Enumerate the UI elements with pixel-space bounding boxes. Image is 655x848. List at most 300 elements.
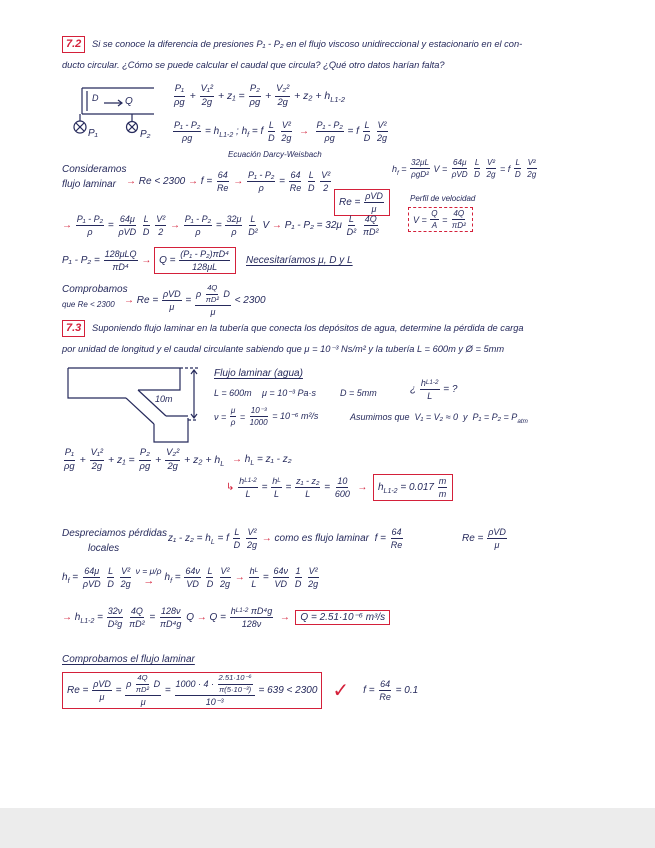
fraction-numerator: (P₁ - P₂)πD⁴ <box>179 249 230 261</box>
darcy-caption: Ecuación Darcy-Weisbach <box>228 150 322 159</box>
eq-text: Asumimos que V₁ = V₂ ≈ 0 y $P_1 = P_2 = P_{atm}$ <box>350 412 528 425</box>
eq-text <box>167 220 183 231</box>
fraction <box>249 566 260 589</box>
fraction-denominator: 2g <box>486 170 496 180</box>
fraction <box>139 448 152 472</box>
subscript: L1-2 <box>330 95 345 105</box>
eq-text <box>290 572 293 583</box>
result-row-72 <box>62 247 353 274</box>
fraction-denominator: D <box>294 579 302 590</box>
fraction-numerator: 4Q <box>130 606 144 618</box>
fraction-denominator: L <box>273 489 279 500</box>
manometer-1-cross <box>76 123 84 131</box>
friction-value-equation <box>363 679 418 702</box>
fraction-denominator: 600 <box>334 489 350 500</box>
eq-text: ρ <box>126 679 134 690</box>
fraction-denominator: πD² <box>135 684 150 694</box>
fraction <box>142 214 151 237</box>
fraction-denominator: 2g <box>246 540 257 551</box>
upper-tank-right-wall <box>138 368 180 390</box>
eq-text <box>303 572 306 583</box>
fraction-numerator: Q <box>430 209 438 220</box>
fraction <box>106 566 115 589</box>
fraction-denominator: D <box>142 227 150 238</box>
eq-text: = 0.1 <box>392 685 419 697</box>
fraction-numerator: h L1-2 <box>238 476 258 488</box>
fraction <box>346 214 358 237</box>
fraction-numerator: 64 <box>289 170 301 182</box>
pipe-lower-line <box>126 398 154 424</box>
fraction-numerator: V² <box>155 214 166 226</box>
fraction-denominator: πD² <box>205 294 219 304</box>
fraction-numerator: ρVD <box>162 289 182 301</box>
eq-text: = <box>112 685 125 697</box>
fraction-denominator: 2g <box>277 96 288 108</box>
arrow-glyph: → <box>271 220 282 232</box>
laminar-label-2: flujo laminar <box>62 179 116 190</box>
fraction <box>438 476 448 499</box>
subscript: f <box>67 578 70 586</box>
fraction-numerator: 4Q <box>206 284 218 295</box>
arrow-glyph: → <box>62 612 72 624</box>
fraction-denominator: D <box>308 183 315 194</box>
eq-text: = <box>182 295 195 307</box>
eq-text: $z_1 - z_2 = h_L = f$ <box>168 533 232 547</box>
fraction <box>420 378 440 401</box>
fraction-denominator: ρgD² <box>411 170 429 180</box>
fraction-numerator: L <box>474 158 481 169</box>
fraction <box>486 158 497 179</box>
fraction <box>104 249 138 272</box>
fraction-denominator: πD⁴ <box>112 262 129 273</box>
fraction-denominator: D <box>107 579 114 590</box>
fraction <box>195 284 231 317</box>
fraction-numerator: P₁ <box>64 448 75 461</box>
assumption-note <box>350 412 528 425</box>
reynolds-check-box <box>62 672 322 709</box>
fraction-numerator: P₁ - P₂ <box>76 214 104 226</box>
eq-text <box>317 176 320 187</box>
fraction-numerator: 10 <box>336 476 348 488</box>
flow-result-box <box>295 610 390 625</box>
fraction <box>378 679 392 702</box>
p1-label: P₁ <box>88 128 98 139</box>
fraction <box>206 566 215 589</box>
eq-text: → Re = <box>124 295 161 307</box>
fraction-numerator: 32μ <box>225 214 242 226</box>
eq-text: → $h_{L1-2}$ = <box>62 612 106 626</box>
eq-text: f = <box>363 685 378 697</box>
pressure-equation-72 <box>62 214 380 237</box>
fraction-numerator: P₁ - P₂ <box>247 170 275 182</box>
eq-text: = <box>321 482 333 494</box>
fraction-denominator: D <box>233 540 241 551</box>
fraction <box>526 158 537 179</box>
eq-text <box>303 176 306 187</box>
eq-text: $h_f$ = <box>164 572 184 586</box>
fraction-numerator: P₂ <box>139 448 151 461</box>
fraction <box>280 120 292 143</box>
fraction <box>247 170 275 193</box>
check-label-2: que Re < 2300 <box>62 300 115 309</box>
fraction <box>294 566 303 589</box>
fraction <box>451 158 469 179</box>
fraction <box>184 214 212 237</box>
fraction-numerator: V² <box>308 566 319 578</box>
fraction <box>473 158 481 179</box>
flow-row-73 <box>62 606 390 629</box>
fraction <box>155 214 166 237</box>
subscript: L1-2 <box>80 618 95 626</box>
eq-text: 1000 · 4 · <box>175 679 217 690</box>
fraction-numerator: h L1-2 <box>420 378 440 390</box>
local-losses-label-1: Despreciamos pérdidas <box>62 528 168 539</box>
fraction-numerator: V² <box>220 566 231 578</box>
fraction <box>249 406 269 427</box>
fraction-denominator: π(5·10⁻³) <box>219 684 252 694</box>
fraction-denominator: 128μL <box>192 262 218 273</box>
eq-text <box>358 220 361 231</box>
fraction-denominator: 2 <box>158 227 164 238</box>
eq-text: D <box>151 679 161 690</box>
upper-tank-left-bottom <box>68 368 126 398</box>
height-label: 10m <box>155 394 173 404</box>
fraction-numerator: L <box>348 214 355 226</box>
darcy-equation-72 <box>172 120 389 143</box>
fraction <box>267 120 276 143</box>
statement-73-line1: Suponiendo flujo laminar en la tubería que conecta los depósitos de agua, determine la pérdida de carga <box>92 323 524 333</box>
stacked-annotation <box>136 567 162 588</box>
eq-text <box>243 220 246 231</box>
tanks-diagram <box>62 362 212 452</box>
fraction <box>247 214 259 237</box>
check-title-73: Comprobamos el flujo laminar <box>62 654 195 665</box>
fraction-denominator: 2g <box>120 579 131 590</box>
fraction <box>173 84 186 108</box>
fraction <box>249 84 262 108</box>
fraction <box>364 191 384 214</box>
head-loss-height-equation <box>232 454 292 465</box>
energy-equation-72 <box>172 84 345 108</box>
eq-text: + <box>262 90 275 103</box>
fraction-numerator: L <box>308 170 315 182</box>
fraction-numerator: V² <box>281 120 292 132</box>
fraction-denominator: L <box>427 391 433 402</box>
fraction <box>487 527 507 550</box>
unit-loss-row <box>226 474 453 501</box>
unit-loss-equation <box>226 476 373 499</box>
fraction <box>165 448 180 472</box>
fraction-numerator: L <box>107 566 114 578</box>
eq-text <box>352 482 373 493</box>
fraction <box>230 606 274 629</box>
fraction-numerator: 64 <box>391 527 403 539</box>
fraction-numerator: V² <box>246 527 257 539</box>
lower-tank <box>154 418 188 442</box>
fraction-denominator: m <box>438 489 447 500</box>
fraction <box>92 679 112 702</box>
eq-text <box>242 533 245 544</box>
arrow-glyph: → <box>187 176 198 188</box>
fraction-denominator: Re <box>216 183 229 194</box>
eq-text <box>62 220 75 231</box>
laminar-label-1: Consideramos <box>62 164 127 175</box>
fraction <box>225 214 242 237</box>
eq-text: V = <box>413 214 430 225</box>
eq-text: P₁ - P₂ = <box>62 255 103 267</box>
given-viscosity: μ = 10⁻³ Pa·s <box>262 388 316 398</box>
fraction-denominator: 10⁻³ <box>205 697 224 708</box>
fraction <box>219 566 231 589</box>
stack-top: ν = μ/ρ <box>135 566 162 577</box>
fraction-numerator: 128μLQ <box>104 249 138 261</box>
eq-text <box>138 220 141 231</box>
fraction-denominator: μ <box>371 204 377 215</box>
fraction <box>107 606 124 629</box>
check-equation-72 <box>124 284 266 317</box>
subscript: L <box>220 459 225 469</box>
eq-text: Q = 2.51·10⁻⁶ m³/s <box>300 612 386 624</box>
fraction-denominator: 2g <box>527 170 537 180</box>
eq-text <box>116 572 119 583</box>
fraction-denominator: Re <box>379 692 391 703</box>
eq-text: = 10⁻⁶ m²/s <box>269 411 319 422</box>
laminar-equation-72 <box>126 170 332 193</box>
fraction <box>233 527 242 550</box>
fraction-denominator: μ <box>169 302 175 313</box>
eq-text: + z₁ = <box>105 454 138 467</box>
eq-text <box>215 572 218 583</box>
fraction-denominator: D <box>363 133 371 144</box>
fraction <box>218 674 253 694</box>
eq-text: Re = <box>462 533 487 545</box>
fraction-denominator: πD² <box>129 619 145 630</box>
eq-text: = $h_{L1-2}$ ; $h_f = f$ <box>202 126 267 140</box>
fraction-denominator: ρVD <box>82 579 101 590</box>
local-losses-label-2: locales <box>88 543 120 554</box>
fraction-numerator: 128ν <box>160 606 182 618</box>
subscript: atm <box>517 417 528 425</box>
fraction-numerator: 4Q <box>452 209 465 220</box>
arrow-glyph: → <box>234 572 245 584</box>
fraction <box>117 214 137 237</box>
fraction-denominator: 2g <box>308 579 319 590</box>
eq-text <box>151 220 154 231</box>
statement-72-line1: Si se conoce la diferencia de presiones P₁ - P₂ en el flujo viscoso unidireccional y estacionario en el con- <box>92 39 523 49</box>
fraction-denominator: ρ <box>87 227 93 238</box>
stack-bottom <box>143 576 154 588</box>
fraction-numerator: V₁² <box>200 84 214 97</box>
fraction-numerator: 64μ <box>452 158 467 169</box>
fraction-denominator: A <box>431 221 438 231</box>
eq-text: Q → Q = <box>183 612 229 624</box>
fraction-denominator: 128ν <box>241 619 262 630</box>
fraction-numerator: 32ν <box>107 606 124 618</box>
eq-text: → como es flujo laminar f = <box>261 533 389 545</box>
subscript: L <box>250 460 255 467</box>
eq-text: ρ <box>196 289 204 300</box>
fraction-denominator: ρ <box>258 183 264 194</box>
unit-loss-result-box <box>373 474 453 501</box>
eq-text <box>470 164 473 174</box>
fraction <box>159 606 182 629</box>
reynolds-equation-73 <box>462 527 508 550</box>
eq-text <box>124 612 127 623</box>
subscript: f <box>247 132 250 140</box>
fraction-numerator: 10⁻³ <box>250 406 268 417</box>
fraction-denominator: D <box>206 579 214 590</box>
needed-data-note: Necesitaríamos μ, D y L <box>246 255 353 267</box>
fraction <box>271 476 282 499</box>
fraction-denominator: μ <box>140 697 146 708</box>
fraction <box>362 214 380 237</box>
fraction-numerator: 64 <box>217 170 229 182</box>
fraction-denominator: μ <box>99 692 105 703</box>
fraction <box>307 170 316 193</box>
eq-text: = <box>237 411 248 422</box>
eq-text: = <box>260 572 272 584</box>
arrow-glyph: ↳ <box>226 482 235 494</box>
fraction <box>246 527 258 550</box>
fraction <box>76 214 104 237</box>
fraction-denominator: 2g <box>220 579 231 590</box>
eq-text <box>103 572 106 583</box>
fraction-numerator: L <box>206 566 213 578</box>
fraction-numerator: ρVD <box>92 679 112 691</box>
fraction-denominator: 2g <box>91 460 103 472</box>
fraction <box>334 476 351 499</box>
subscript: L1-2 <box>383 488 398 496</box>
eq-text: = <box>213 220 225 232</box>
fraction <box>451 209 467 230</box>
eq-text: = <box>439 214 450 225</box>
fraction-denominator: ρ <box>230 418 236 428</box>
eq-text: $h_f$ = <box>62 572 81 586</box>
eq-text <box>232 572 248 583</box>
energy-equation-73 <box>62 448 224 472</box>
fraction-denominator: ρg <box>174 96 185 108</box>
fraction-numerator: V² <box>120 566 131 578</box>
eq-text: V → P₁ - P₂ = 32μ <box>259 220 345 232</box>
fraction-numerator: P₁ - P₂ <box>316 120 344 132</box>
exercise-number-7-2: 7.2 <box>62 36 85 53</box>
fraction-numerator: 2.51·10⁻⁶ <box>218 674 253 685</box>
eq-text <box>277 126 280 137</box>
fraction-denominator: L <box>245 489 251 500</box>
eq-text: + <box>76 454 89 467</box>
fraction-numerator: L <box>363 120 370 132</box>
head-loss-equation-72 <box>392 158 538 179</box>
result-lhs-72 <box>62 249 154 272</box>
fraction <box>295 476 320 499</box>
given-diameter: D = 5mm <box>340 388 377 398</box>
fraction <box>120 566 132 589</box>
fraction-numerator: L <box>268 120 275 132</box>
fraction-denominator: D <box>268 133 275 144</box>
fraction-denominator: D²g <box>107 619 123 630</box>
fraction <box>200 84 214 108</box>
fraction <box>376 120 388 143</box>
eq-text: + <box>152 454 165 467</box>
arrow-glyph: → <box>298 126 309 138</box>
subscript: f <box>397 169 399 177</box>
fraction <box>179 249 230 272</box>
fraction-numerator: L <box>249 214 256 226</box>
fraction-numerator: 4Q <box>364 214 378 226</box>
eq-text: V = <box>430 163 450 174</box>
eq-text: = <box>162 685 174 697</box>
fraction-denominator: ρg <box>182 133 193 144</box>
flow-label: Q <box>125 96 133 107</box>
arrow-glyph: → <box>279 612 290 624</box>
fraction <box>430 209 438 230</box>
check-label-1: Comprobamos <box>62 284 128 295</box>
fraction-denominator: VD <box>186 579 199 590</box>
fraction-denominator: 2 <box>323 183 329 194</box>
fraction-denominator: πD² <box>451 221 466 231</box>
fraction-numerator <box>195 284 231 306</box>
fraction-numerator: μ <box>230 406 236 417</box>
eq-text: ν = <box>214 411 229 422</box>
fraction <box>273 566 290 589</box>
fraction-numerator: V² <box>320 170 331 182</box>
fraction-numerator <box>175 674 255 696</box>
flow-equation-73 <box>62 606 295 629</box>
fraction <box>175 674 255 707</box>
fraction-numerator: P₁ - P₂ <box>173 120 201 132</box>
eq-text: + <box>186 90 199 103</box>
fraction-numerator: V₁² <box>90 448 104 461</box>
fraction-denominator: πD⁴g <box>160 619 182 630</box>
fraction <box>184 566 201 589</box>
fraction-numerator: z₁ - z₂ <box>295 476 320 488</box>
eq-text <box>372 126 375 137</box>
fraction <box>82 566 102 589</box>
eq-text: = 639 < 2300 <box>255 685 318 697</box>
fraction-numerator: h L1-2 πD⁴g <box>230 606 274 618</box>
fraction-denominator: D <box>474 170 481 180</box>
fraction-denominator: Re <box>390 540 403 551</box>
eq-text: = f <box>497 163 513 174</box>
fraction-denominator: μ <box>210 307 216 318</box>
kinematic-viscosity-equation <box>214 406 318 427</box>
fraction-denominator: L <box>305 489 311 500</box>
fraction-denominator: 2g <box>167 460 178 472</box>
exercise-number-7-3: 7.3 <box>62 320 85 337</box>
fraction-numerator: V² <box>486 158 496 169</box>
arrow-glyph: → <box>143 575 155 588</box>
eq-text: Re = <box>339 197 364 209</box>
fraction-denominator: 1000 <box>249 418 268 428</box>
fraction-denominator: 2g <box>281 133 292 144</box>
fraction <box>173 120 201 143</box>
fraction <box>216 170 230 193</box>
fraction-numerator: 64 <box>379 679 391 691</box>
fraction <box>514 158 522 179</box>
eq-text: = f <box>344 126 362 138</box>
arrow-glyph: → <box>232 454 242 465</box>
result-box-72 <box>154 247 236 274</box>
eq-text <box>230 176 246 187</box>
fraction-denominator: D² <box>248 227 258 238</box>
fraction-numerator <box>125 674 161 696</box>
fraction-denominator: VD <box>274 579 288 590</box>
fraction <box>135 674 150 694</box>
arrow-glyph: → <box>62 220 72 232</box>
arrow-glyph: → <box>261 533 272 545</box>
fraction-denominator: ρVD <box>118 227 137 238</box>
eq-text: Q = <box>159 255 179 267</box>
